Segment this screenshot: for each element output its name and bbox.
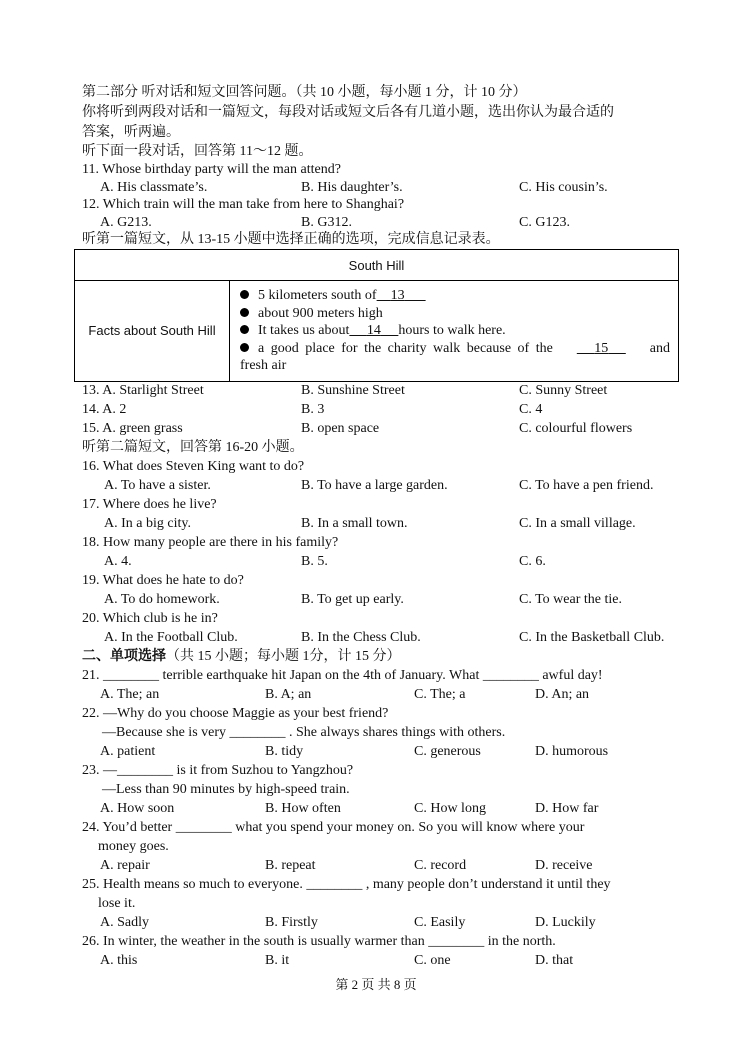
- option-c: C. The; a: [414, 687, 466, 702]
- question-line: money goes.: [98, 839, 169, 854]
- option-b: B. it: [265, 953, 290, 968]
- option-c: C. 6.: [519, 554, 546, 569]
- option-b: B. To have a large garden.: [301, 478, 448, 493]
- fact-item: about 900 meters high: [240, 305, 670, 323]
- question-stem: 20. Which club is he in?: [82, 611, 218, 626]
- question-stem: 16. What does Steven King want to do?: [82, 459, 305, 474]
- question-stem: 23. —________ is it from Suzhou to Yangzhou?: [82, 763, 354, 778]
- option-a: A. Sadly: [100, 915, 149, 930]
- fact-item: It takes us about 14 hours to walk here.: [240, 322, 670, 340]
- question-stem: 17. Where does he live?: [82, 497, 217, 512]
- answer-blank: 15: [594, 340, 609, 356]
- option-a: A. G213.: [100, 215, 152, 230]
- option-c: C. one: [414, 953, 451, 968]
- option-d: D. An; an: [535, 687, 590, 702]
- option-c: C. In the Basketball Club.: [519, 630, 665, 645]
- question-stem: 19. What does he hate to do?: [82, 573, 244, 588]
- option-a: A. this: [100, 953, 138, 968]
- passage-intro: 听第一篇短文，从 13-15 小题中选择正确的选项，完成信息记录表。: [82, 232, 500, 247]
- question-stem: 21. ________ terrible earthquake hit Japan on the 4th of January. What ________ awful day!: [82, 668, 603, 683]
- option-c: C. His cousin’s.: [519, 180, 608, 195]
- option-b: B. To get up early.: [301, 592, 404, 607]
- instruction-line: 你将听到两段对话和一篇短文，每段对话或短文后各有几道小题，选出你认为最合适的: [82, 105, 614, 120]
- table-facts-cell: [230, 281, 679, 382]
- question-stem: 25. Health means so much to everyone. ________ , many people don’t understand it until they: [82, 877, 611, 892]
- option-c: C. To wear the tie.: [519, 592, 622, 607]
- bullet-icon: [240, 308, 249, 317]
- fact-item: 5 kilometers south of 13: [240, 287, 670, 305]
- question-line: lose it.: [98, 896, 136, 911]
- option-b: B. 5.: [301, 554, 328, 569]
- option-d: D. Luckily: [535, 915, 596, 930]
- fact-item-continuation: fresh air: [240, 358, 287, 374]
- question-stem: 12. Which train will the man take from here to Shanghai?: [82, 197, 405, 212]
- section-heading: 二、单项选择（共 15 小题；每小题 1分，计 15 分）: [82, 649, 401, 664]
- option-d: D. humorous: [535, 744, 609, 759]
- option-a: A. repair: [100, 858, 150, 873]
- option-c: C. 4: [519, 402, 543, 417]
- option-b: B. 3: [301, 402, 325, 417]
- question-stem: 13. A. Starlight Street: [82, 383, 204, 398]
- option-b: B. A; an: [265, 687, 312, 702]
- option-d: D. that: [535, 953, 574, 968]
- option-d: D. How far: [535, 801, 599, 816]
- question-stem: 24. You’d better ________ what you spend your money on. So you will know where your: [82, 820, 585, 835]
- section-heading: 第二部分 听对话和短文回答问题。（共 10 小题，每小题 1 分，计 10 分）: [82, 85, 527, 100]
- bullet-icon: [240, 325, 249, 334]
- option-a: A. In the Football Club.: [104, 630, 238, 645]
- table-title: South Hill: [75, 250, 679, 281]
- option-b: B. tidy: [265, 744, 304, 759]
- option-c: C. To have a pen friend.: [519, 478, 654, 493]
- option-b: B. How often: [265, 801, 341, 816]
- answer-blank: 14: [366, 323, 381, 339]
- option-c: C. How long: [414, 801, 486, 816]
- question-stem: 15. A. green grass: [82, 421, 183, 436]
- option-d: D. receive: [535, 858, 593, 873]
- question-line: —Less than 90 minutes by high-speed train.: [102, 782, 350, 797]
- info-record-table: [74, 249, 679, 382]
- option-b: B. Sunshine Street: [301, 383, 405, 398]
- question-stem: 18. How many people are there in his family?: [82, 535, 339, 550]
- option-a: A. How soon: [100, 801, 175, 816]
- option-a: A. In a big city.: [104, 516, 191, 531]
- answer-blank: 13: [390, 288, 405, 303]
- option-b: B. In the Chess Club.: [301, 630, 421, 645]
- passage-intro: 听第二篇短文，回答第 16-20 小题。: [82, 440, 304, 455]
- option-c: C. Sunny Street: [519, 383, 608, 398]
- option-b: B. G312.: [301, 215, 352, 230]
- question-stem: 22. —Why do you choose Maggie as your best friend?: [82, 706, 389, 721]
- option-c: C. G123.: [519, 215, 570, 230]
- option-b: B. Firstly: [265, 915, 318, 930]
- option-a: A. To have a sister.: [104, 478, 211, 493]
- question-line: —Because she is very ________ . She always shares things with others.: [102, 725, 506, 740]
- option-b: B. open space: [301, 421, 380, 436]
- option-c: C. generous: [414, 744, 481, 759]
- dialog-intro: 听下面一段对话，回答第 11～12 题。: [82, 144, 313, 159]
- fact-item: a good place for the charity walk because of the 15 and: [240, 340, 670, 358]
- option-a: A. To do homework.: [104, 592, 220, 607]
- question-stem: 14. A. 2: [82, 402, 127, 417]
- question-stem: 26. In winter, the weather in the south is usually warmer than ________ in the north.: [82, 934, 556, 949]
- option-c: C. record: [414, 858, 467, 873]
- option-a: A. His classmate’s.: [100, 180, 208, 195]
- option-b: B. His daughter’s.: [301, 180, 403, 195]
- option-a: A. 4.: [104, 554, 132, 569]
- option-c: C. colourful flowers: [519, 421, 633, 436]
- page-number: 第 2 页 共 8 页: [335, 977, 417, 992]
- option-c: C. In a small village.: [519, 516, 636, 531]
- table-row-label: Facts about South Hill: [75, 281, 230, 382]
- option-b: B. repeat: [265, 858, 316, 873]
- option-a: A. The; an: [100, 687, 160, 702]
- bullet-icon: [240, 343, 249, 352]
- bullet-icon: [240, 290, 249, 299]
- option-b: B. In a small town.: [301, 516, 408, 531]
- option-c: C. Easily: [414, 915, 466, 930]
- instruction-line: 答案，听两遍。: [82, 125, 180, 140]
- question-stem: 11. Whose birthday party will the man attend?: [82, 162, 341, 177]
- option-a: A. patient: [100, 744, 156, 759]
